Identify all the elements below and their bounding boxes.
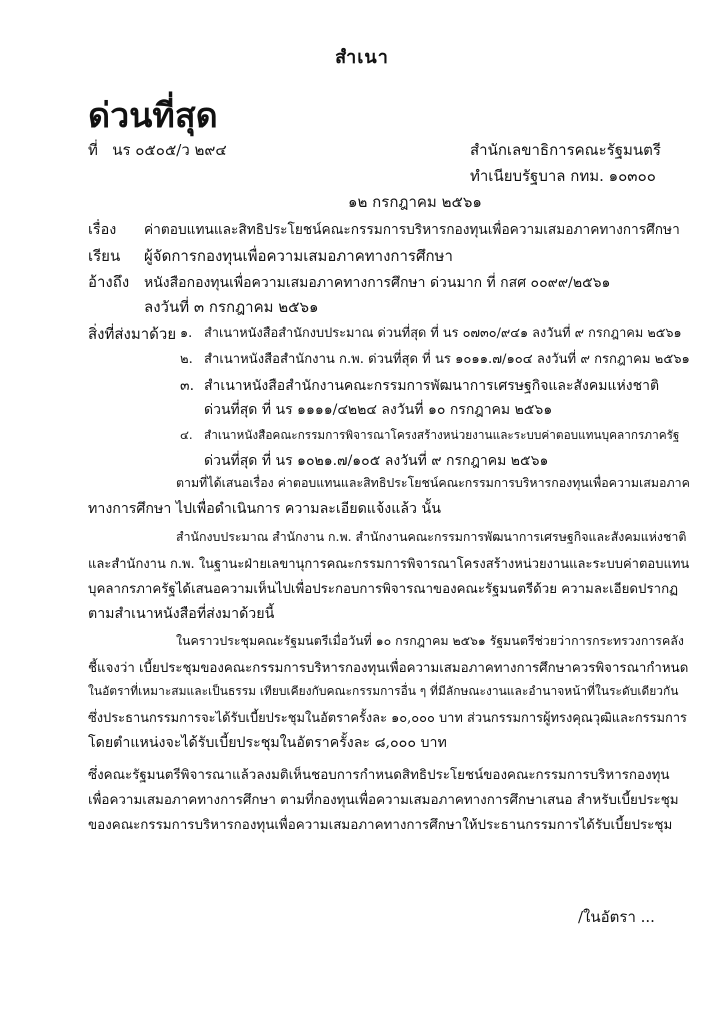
body-paragraph-line: ตามสำเนาหนังสือที่ส่งมาด้วยนี้ — [88, 606, 275, 622]
subject-text: ค่าตอบแทนและสิทธิประโยชน์คณะกรรมการบริหารกองทุนเพื่อความเสมอภาคทางการศึกษา — [144, 222, 680, 238]
enclosure-item — [180, 322, 682, 343]
reference-date: ลงวันที่ ๓ กรกฎาคม ๒๕๖๑ — [144, 298, 319, 316]
body-paragraph-line: โดยตำแหน่งจะได้รับเบี้ยประชุมในอัตราครั้งละ ๘,๐๐๐ บาท — [88, 735, 447, 751]
subject-line — [88, 218, 680, 241]
subject-label: เรื่อง — [88, 222, 117, 238]
document-number-label: ที่ — [88, 141, 98, 159]
body-paragraph-line: ในอัตราที่เหมาะสมและเป็นธรรม เทียบเคียงกับคณะกรรมการอื่น ๆ ที่มีลักษณะงานและอำนาจหน้าที่ในระดับเดียวกัน — [88, 684, 679, 698]
reference-line — [88, 270, 610, 294]
reference-label: อ้างถึง — [88, 273, 130, 291]
enclosure-text: สำเนาหนังสือสำนักงานคณะกรรมการพัฒนาการเศรษฐกิจและสังคมแห่งชาติ — [204, 378, 660, 394]
salutation-label: เรียน — [88, 247, 121, 265]
body-paragraph-line: ทางการศึกษา ไปเพื่อดำเนินการ ความละเอียดแจ้งแล้ว นั้น — [88, 501, 441, 517]
copy-mark: สำเนา — [335, 47, 389, 68]
enclosure-item — [180, 348, 690, 369]
document-number-value: นร ๐๕๐๕/ว ๒๙๔ — [112, 141, 227, 159]
body-paragraph-line: ในคราวประชุมคณะรัฐมนตรีเมื่อวันที่ ๑๐ กรกฎาคม ๒๕๖๑ รัฐมนตรีช่วยว่าการกระทรวงการคลัง — [176, 633, 684, 648]
enclosure-number: ๒. — [180, 352, 193, 367]
body-paragraph-line: เพื่อความเสมอภาคทางการศึกษา ตามที่กองทุนเพื่อความเสมอภาคทางการศึกษาเสนอ สำหรับเบี้ยประชุม — [88, 793, 679, 808]
enclosure-item — [180, 426, 679, 445]
enclosure-text-continued: ด่วนที่สุด ที่ นร ๑๑๑๑/๔๒๒๔ ลงวันที่ ๑๐ กรกฎาคม ๒๕๖๑ — [204, 402, 553, 418]
continuation-marker: /ในอัตรา ... — [578, 908, 655, 926]
issuing-agency: สำนักเลขาธิการคณะรัฐมนตรี — [470, 141, 661, 159]
enclosure-number: ๑. — [180, 326, 193, 341]
enclosure-text: สำเนาหนังสือคณะกรรมการพิจารณาโครงสร้างหน่วยงานและระบบค่าตอบแทนบุคลากรภาครัฐ — [204, 428, 680, 442]
reference-text: หนังสือกองทุนเพื่อความเสมอภาคทางการศึกษา ด่วนมาก ที่ กสศ ๐๐๙๙/๒๕๖๑ — [144, 275, 611, 291]
body-paragraph-line: ชี้แจงว่า เบี้ยประชุมของคณะกรรมการบริหารกองทุนเพื่อความเสมอภาคทางการศึกษาควรพิจารณากำหนด — [88, 661, 689, 676]
body-paragraph-line: ของคณะกรรมการบริหารกองทุนเพื่อความเสมอภาคทางการศึกษาให้ประธานกรรมการได้รับเบี้ยประชุม — [88, 818, 673, 833]
salutation-text: ผู้จัดการกองทุนเพื่อความเสมอภาคทางการศึกษา — [144, 247, 453, 265]
enclosure-number: ๓. — [180, 378, 195, 394]
document-date: ๑๒ กรกฎาคม ๒๕๖๑ — [348, 193, 482, 211]
body-paragraph-line: และสำนักงาน ก.พ. ในฐานะฝ่ายเลขานุการคณะกรรมการพิจารณาโครงสร้างหน่วยงานและระบบค่าตอบแทน — [88, 557, 690, 572]
enclosure-item — [180, 375, 659, 397]
enclosure-text: สำเนาหนังสือสำนักงบประมาณ ด่วนที่สุด ที่ นร ๐๗๓๐/๙๔๑ ลงวันที่ ๙ กรกฎาคม ๒๕๖๑ — [204, 326, 682, 341]
enclosure-label: สิ่งที่ส่งมาด้วย — [88, 325, 177, 343]
body-paragraph-line: ตามที่ได้เสนอเรื่อง ค่าตอบแทนและสิทธิประโยชน์คณะกรรมการบริหารกองทุนเพื่อความเสมอภาค — [176, 475, 690, 490]
body-paragraph-line: ซึ่งประธานกรรมการจะได้รับเบี้ยประชุมในอัตราครั้งละ ๑๐,๐๐๐ บาท ส่วนกรรมการผู้ทรงคุณวุฒิและกรรมการ — [88, 711, 687, 726]
agency-address: ทำเนียบรัฐบาล กทม. ๑๐๓๐๐ — [470, 167, 656, 185]
body-paragraph-line: บุคลากรภาครัฐได้เสนอความเห็นไปเพื่อประกอบการพิจารณาของคณะรัฐมนตรีด้วย ความละเอียดปรากฏ — [88, 582, 679, 597]
document-number — [88, 138, 227, 162]
enclosure-number: ๔. — [180, 428, 193, 442]
enclosure-text-continued: ด่วนที่สุด ที่ นร ๑๐๒๑.๗/๑๐๕ ลงวันที่ ๙ กรกฎาคม ๒๕๖๑ — [204, 453, 549, 469]
body-paragraph-line: สำนักงบประมาณ สำนักงาน ก.พ. สำนักงานคณะกรรมการพัฒนาการเศรษฐกิจและสังคมแห่งชาติ — [176, 529, 687, 544]
urgency-heading: ด่วนที่สุด — [88, 96, 218, 136]
salutation-line — [88, 244, 453, 268]
body-paragraph-line: ซึ่งคณะรัฐมนตรีพิจารณาแล้วลงมติเห็นชอบการกำหนดสิทธิประโยชน์ของคณะกรรมการบริหารกองทุน — [88, 768, 670, 783]
enclosure-text: สำเนาหนังสือสำนักงาน ก.พ. ด่วนที่สุด ที่ นร ๑๐๑๑.๗/๑๐๔ ลงวันที่ ๙ กรกฎาคม ๒๕๖๑ — [204, 352, 690, 367]
